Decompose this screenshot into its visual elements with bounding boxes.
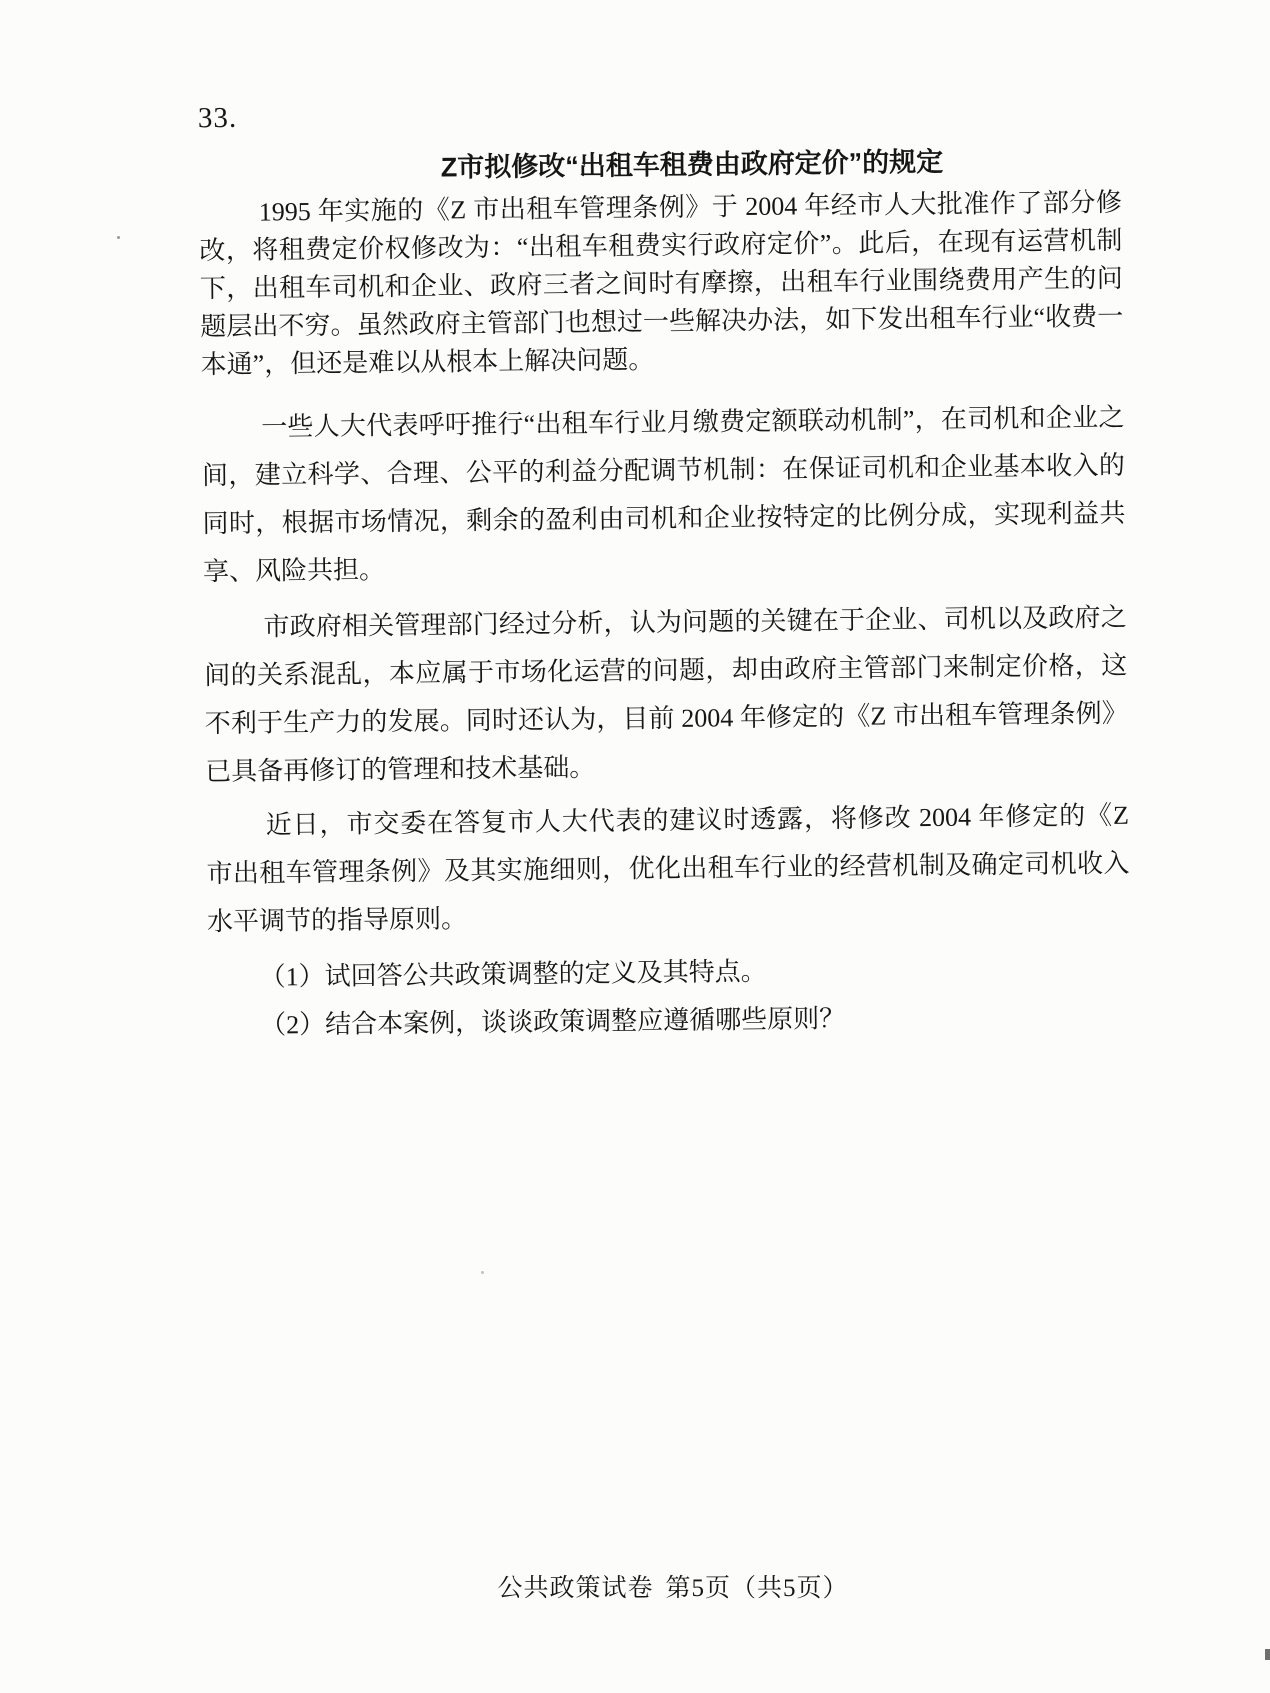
- case-title: Z市拟修改“出租车租费由政府定价”的规定: [440, 146, 944, 183]
- sub-questions: [207, 944, 1131, 1050]
- case-paragraph: 市政府相关管理部门经过分析，认为问题的关键在于企业、司机以及政府之间的关系混乱，本应属于市场化运营的问题，却由政府主管部门来制定价格，这不利于生产力的发展。同时还认为，目前 2004 年修定的《Z 市出租车管理条例》已具备再修订的管理和技术基础。: [204, 602, 1128, 787]
- question-block: [198, 91, 1132, 1050]
- scan-edge-artifact: [1265, 1649, 1270, 1660]
- footer-page-info: 第5页（共5页）: [665, 1575, 849, 1602]
- case-paragraph: 一些人大代表呼吁推行“出租车行业月缴费定额联动机制”，在司机和企业之间，建立科学、合理、公平的利益分配调节机制：在保证司机和企业基本收入的同时，根据市场情况，剩余的盈利由司机和企业按特定的比例分成，实现利益共享、风险共担。: [201, 402, 1126, 587]
- footer-exam-name: 公共政策试卷: [497, 1575, 654, 1602]
- question-number: 33.: [197, 101, 238, 135]
- case-paragraph: 近日，市交委在答复市人大代表的建议时透露，将修改 2004 年修定的《Z 市出租车管理条例》及其实施细则，优化出租车行业的经营机制及确定司机收入水平调节的指导原则。: [206, 800, 1130, 937]
- page-footer: [0, 1574, 1270, 1604]
- case-paragraph: 1995 年实施的《Z 市出租车管理条例》于 2004 年经市人大批准作了部分修改，将租费定价权修改为：“出租车租费实行政府定价”。此后，在现有运营机制下，出租车司机和企业、政府三者之间时有摩擦，出租车行业围绕费用产生的问题层出不穷。虽然政府主管部门也想过一些解决办法，如下发出租车行业“收费一本通”，但还是难以从根本上解决问题。: [199, 187, 1124, 380]
- scan-speck: [117, 236, 120, 239]
- scan-speck: [481, 1271, 484, 1274]
- sub-question-2: （2）结合本案例，谈谈政策调整应遵循哪些原则？: [260, 1003, 846, 1040]
- sub-question-1: （1）试回答公共政策调整的定义及其特点。: [259, 956, 767, 992]
